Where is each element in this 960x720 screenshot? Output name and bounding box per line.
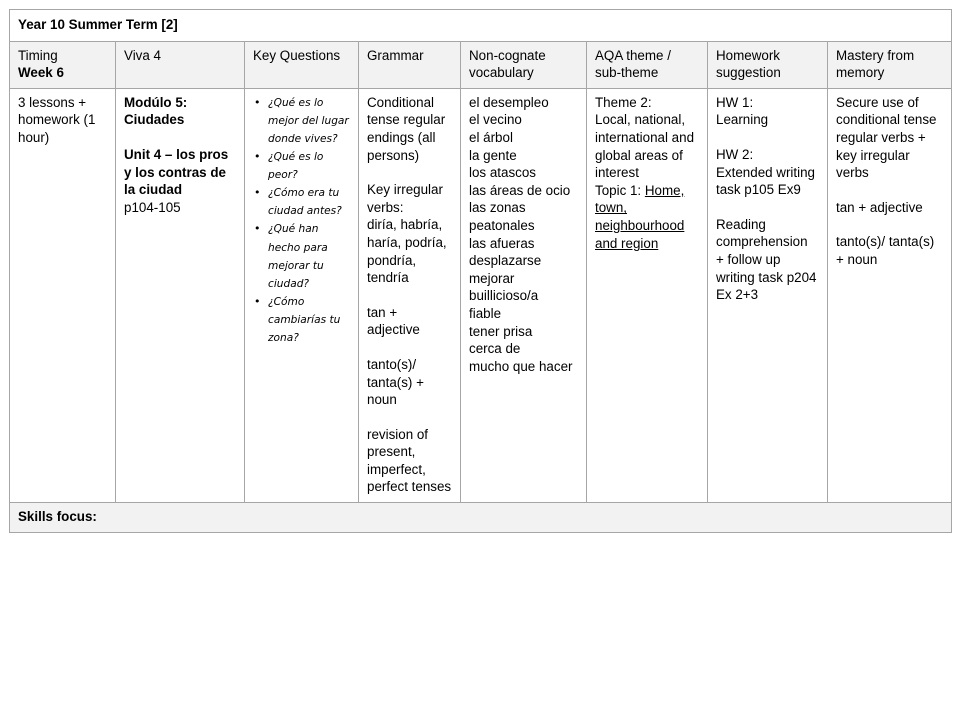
- mastery-cell: [828, 88, 952, 502]
- spacer: [367, 287, 452, 304]
- title-row: [10, 10, 952, 42]
- header-mastery: Mastery from memory: [828, 41, 952, 88]
- vocab-item: el árbol: [469, 129, 513, 145]
- grammar-item: diría, habría, haría, podría, pondría, tendría: [367, 217, 447, 286]
- grammar-item: tan + adjective: [367, 304, 420, 338]
- timing-cell: 3 lessons + homework (1 hour): [10, 88, 116, 502]
- vocab-item: el desempleo: [469, 94, 549, 110]
- vocab-item: las afueras: [469, 235, 535, 251]
- vocab-item: mucho que hacer: [469, 358, 573, 374]
- key-question: • ¿Qué es lo peor?: [268, 148, 350, 184]
- vocab-item: mejorar: [469, 270, 515, 286]
- header-aqa: AQA theme / sub-theme: [587, 41, 708, 88]
- header-row: [10, 41, 952, 88]
- key-question: • ¿Cómo cambiarías tu zona?: [268, 293, 350, 347]
- homework-hw3: Reading comprehension + follow up writing task p204 Ex 2+3: [716, 216, 817, 303]
- vocab-item: cerca de: [469, 341, 521, 357]
- spacer: [367, 409, 452, 426]
- header-timing-label: Timing: [18, 47, 58, 63]
- homework-hw2-text: Extended writing task p105 Ex9: [716, 164, 815, 198]
- homework-hw1-text: Learning: [716, 112, 769, 128]
- header-timing: [10, 41, 116, 88]
- vocab-item: desplazarse: [469, 253, 542, 269]
- vocab-item: la gente: [469, 147, 517, 163]
- viva-cell: [116, 88, 245, 502]
- header-viva: Viva 4: [116, 41, 245, 88]
- aqa-subtheme: Local, national, international and global areas of interest: [595, 112, 695, 181]
- grammar-item: Key irregular verbs:: [367, 182, 443, 215]
- spacer: [124, 129, 236, 146]
- grammar-item: Conditional tense regular endings (all persons): [367, 94, 446, 163]
- aqa-theme: Theme 2:: [595, 94, 652, 110]
- mastery-item: tan + adjective: [836, 199, 923, 215]
- header-vocab: Non-cognate vocabulary: [461, 41, 587, 88]
- header-homework: Homework suggestion: [708, 41, 828, 88]
- header-key-questions: Key Questions: [245, 41, 359, 88]
- spacer: [367, 339, 452, 356]
- key-question: • ¿Cómo era tu ciudad antes?: [268, 184, 350, 220]
- mastery-item: Secure use of conditional tense regular verbs + key irregular verbs: [836, 94, 937, 181]
- vocab-item: tener prisa: [469, 323, 533, 339]
- mastery-item: tanto(s)/ tanta(s) + noun: [836, 234, 935, 267]
- spacer: [716, 129, 819, 146]
- key-question: • ¿Qué es lo mejor del lugar donde vives?: [268, 94, 350, 148]
- key-questions-list: [253, 94, 350, 347]
- grammar-cell: [359, 88, 461, 502]
- vocab-item: las zonas peatonales: [469, 200, 535, 233]
- viva-module: Modúlo 5: Ciudades: [124, 94, 188, 128]
- homework-hw1: HW 1:: [716, 94, 754, 110]
- table-title: Year 10 Summer Term [2]: [10, 10, 952, 42]
- content-row: [10, 88, 952, 502]
- aqa-cell: [587, 88, 708, 502]
- header-timing-week: Week 6: [18, 65, 64, 81]
- vocab-cell: [461, 88, 587, 502]
- vocab-item: los atascos: [469, 165, 536, 181]
- vocab-item: el vecino: [469, 112, 522, 128]
- vocab-item: buillicioso/a: [469, 288, 539, 304]
- spacer: [716, 199, 819, 216]
- header-grammar: Grammar: [359, 41, 461, 88]
- homework-hw2: HW 2:: [716, 146, 754, 162]
- spacer: [836, 216, 943, 233]
- grammar-item: revision of present, imperfect, perfect tenses: [367, 426, 452, 495]
- vocab-item: fiable: [469, 305, 502, 321]
- viva-pages: p104-105: [124, 199, 181, 215]
- vocab-item: las áreas de ocio: [469, 182, 571, 198]
- spacer: [367, 164, 452, 181]
- grammar-item: tanto(s)/ tanta(s) + noun: [367, 356, 424, 408]
- key-questions-cell: [245, 88, 359, 502]
- lesson-plan-table: [9, 9, 952, 533]
- skills-focus: Skills focus:: [10, 503, 952, 533]
- spacer: [836, 182, 943, 199]
- key-question: • ¿Qué han hecho para mejorar tu ciudad?: [268, 220, 350, 292]
- aqa-topic-prefix: Topic 1:: [595, 182, 645, 198]
- aqa-topic: [595, 182, 699, 252]
- homework-cell: [708, 88, 828, 502]
- viva-unit: Unit 4 – los pros y los contras de la ciudad: [124, 146, 229, 198]
- skills-row: [10, 503, 952, 533]
- aqa-topic-link[interactable]: Home, town, neighbourhood and region: [595, 182, 685, 251]
